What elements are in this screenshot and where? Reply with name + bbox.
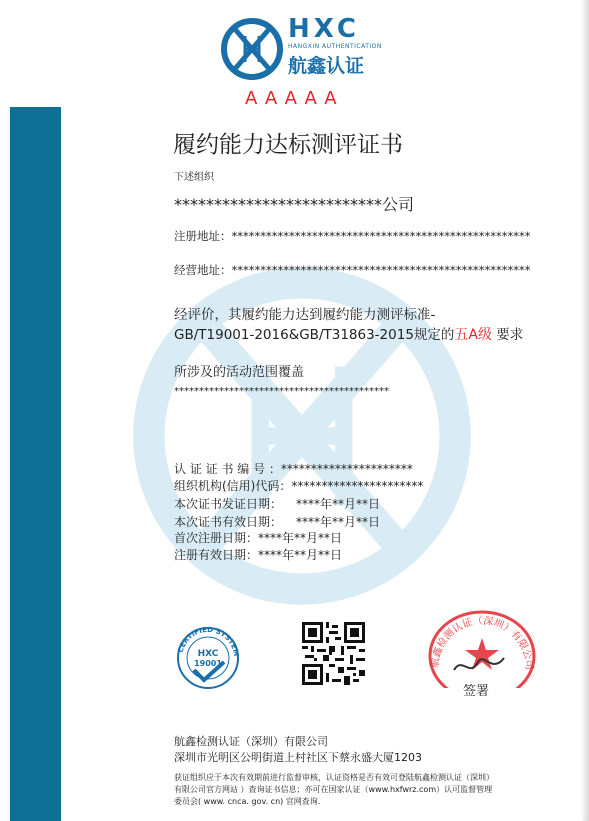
evaluation-grade: 五A级 [454,327,492,343]
scope-label: 所涉及的活动范围覆盖 [174,365,305,380]
page-edge-shadow [581,0,589,821]
seal-text: 航鑫检测认证（深圳）有限公司 [429,615,535,671]
evaluation-standard: GB/T19001-2016&GB/T31863-2015规定的 [174,327,455,343]
company-seal-icon [422,608,542,688]
field-row: 认 证 证 书 编 号 ：********************** [174,462,413,476]
badge-brand: HXC [197,649,219,659]
footnote-line-3: 委员会( www. cnca. gov. cn) 官网查询. [174,797,321,806]
org-label: 下述组织 [174,172,214,183]
badge-ring-text: CERTIFIED SYSTEM [176,625,241,657]
registered-address: 注册地址：**************************************************** [174,229,531,243]
issuer-address: 深圳市光明区公明街道上村社区下蔡永盛大厦1203 [174,751,422,764]
certificate-title: 履约能力达标测评证书 [173,132,403,158]
business-address: 经营地址：**************************************************** [174,263,531,277]
footnote-line-1: 获证组织应于本次有效期前进行监督审核，认证资格是否有效可登陆航鑫检测认证（深圳） [174,773,494,782]
field-row: 本次证书发证日期： ****年**月**日 [174,497,381,511]
field-row: 本次证书有效日期： ****年**月**日 [174,515,381,529]
signature-label: 签署 [463,684,490,699]
certified-system-badge-icon [172,618,244,690]
logo-name-cn: 航鑫认证 [288,55,365,77]
logo-subtitle: HANGXIN AUTHENTICATION [288,43,382,50]
field-row: 组织机构(信用)代码：********************** [174,479,424,493]
scope-value: ******************************************* [174,386,389,397]
evaluation-line-1: 经评价，其履约能力达到履约能力测评标准- [174,307,436,323]
issuer-company: 航鑫检测认证（深圳）有限公司 [174,735,328,748]
side-color-bar [10,107,61,821]
evaluation-line-2 [174,323,523,344]
logo-brand: HXC [288,14,360,44]
org-name: **************************公司 [174,195,415,214]
badge-code: 19001 [194,659,222,668]
footnote-line-2: 有限公司官方网站 ）查询证书信息；亦可在国家认证（www.hxfwrz.com）认可监督管理 [174,785,493,794]
grade-mark: AAAAA [245,88,344,109]
evaluation-tail: 要求 [496,327,524,343]
field-row: 首次注册日期：****年**月**日 [174,531,343,545]
field-row: 注册有效日期：****年**月**日 [174,548,343,562]
qr-code-icon [302,622,365,685]
